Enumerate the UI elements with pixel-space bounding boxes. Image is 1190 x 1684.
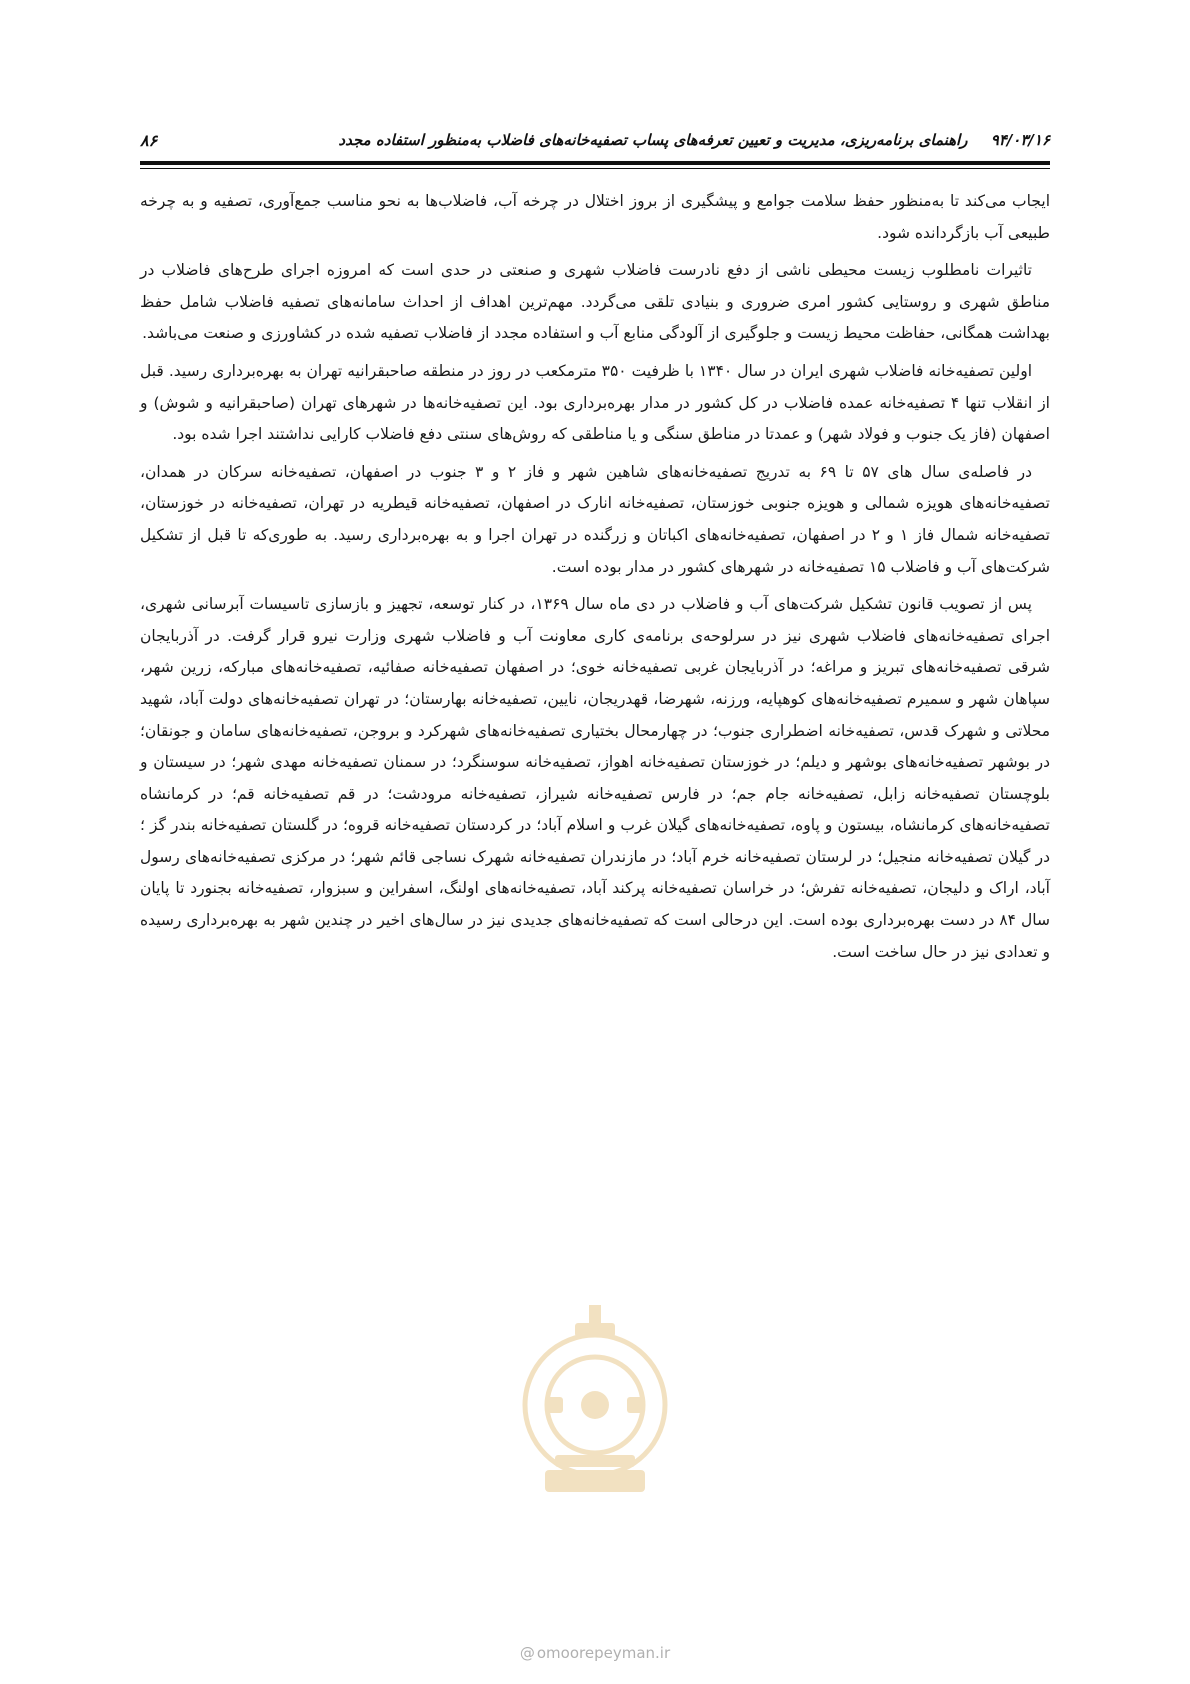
page-header [140,126,1050,154]
paragraph-4: در فاصله‌ی سال های ۵۷ تا ۶۹ به تدریج تصفیه‌خانه‌های شاهین شهر و فاز ۲ و ۳ جنوب در اصفهان، تصفیه‌خانه سرکان در همدان، تصفیه‌خانه‌های هویزه شمالی و هویزه جنوبی خوزستان، تصفیه‌خانه انارک در اصفهان، تصفیه‌خانه قیطریه در تهران، تصفیه‌خانه در خوزستان، تصفیه‌خانه شمال فاز ۱ و ۲ در اصفهان، تصفیه‌خانه‌های اکباتان و زرگنده در تهران اجرا و به بهره‌برداری رسید. به طوری‌که تا قبل از تشکیل شرکت‌های آب و فاضلاب ۱۵ تصفیه‌خانه در شهرهای کشور در مدار بوده است. [140,462,1050,576]
body-text [140,186,1050,974]
header-rule-thick [140,161,1050,165]
paragraph-5: پس از تصویب قانون تشکیل شرکت‌های آب و فاضلاب در دی ماه سال ۱۳۶۹، در کنار توسعه، تجهیز و بازسازی تاسیسات آبرسانی شهری، اجرای تصفیه‌خانه‌های فاضلاب شهری نیز در سرلوحه‌ی برنامه‌ی کاری معاونت آب و فاضلاب شهری وزارت نیرو قرار گرفت. در آذربایجان شرقی تصفیه‌خانه‌های تبریز و مراغه؛ در آذربایجان غربی تصفیه‌خانه خوی؛ در اصفهان تصفیه‌خانه صفائیه، تصفیه‌خانه‌های مبارکه، زرین شهر، سپاهان شهر و سمیرم تصفیه‌خانه‌های کوهپایه، ورزنه، شهرضا، قهدریجان، نایین، تصفیه‌خانه بهارستان؛ در تهران تصفیه‌خانه‌های دولت آباد، شهید محلاتی و شهرک قدس، تصفیه‌خانه اضطراری جنوب؛ در چهارمحال بختیاری تصفیه‌خانه‌های شهرکرد و بروجن، تصفیه‌خانه‌های سامان و جونقان؛ در بوشهر تصفیه‌خانه‌های بوشهر و دیلم؛ در خوزستان تصفیه‌خانه اهواز، تصفیه‌خانه سوسنگرد؛ در سمنان تصفیه‌خانه مهدی شهر؛ در سیستان و بلوچستان تصفیه‌خانه زابل، تصفیه‌خانه جام جم؛ در فارس تصفیه‌خانه شیراز، تصفیه‌خانه مرودشت؛ در قم تصفیه‌خانه قم؛ در کرمانشاه تصفیه‌خانه‌های کرمانشاه، بیستون و پاوه، تصفیه‌خانه‌های گیلان غرب و اسلام آباد؛ در کردستان تصفیه‌خانه قروه؛ در گلستان تصفیه‌خانه بندر گز ؛ در گیلان تصفیه‌خانه منجیل؛ در لرستان تصفیه‌خانه خرم آباد؛ در مازندران تصفیه‌خانه شهرک نساجی قائم شهر؛ در مرکزی تصفیه‌خانه‌های رسول آباد، اراک و دلیجان، تصفیه‌خانه تفرش؛ در خراسان تصفیه‌خانه پرکند آباد، تصفیه‌خانه‌های اولنگ، اسفراین و سبزوار، تصفیه‌خانه بجنورد تا پایان سال ۸۴ در دست بهره‌برداری بوده است. این درحالی است که تصفیه‌خانه‌های جدیدی نیز در سال‌های اخیر در چندین شهر به بهره‌برداری رسیده و تعدادی نیز در حال ساخت است. [140,595,1050,961]
paragraph-1: ایجاب می‌کند تا به‌منظور حفظ سلامت جوامع و پیشگیری از بروز اختلال در چرخه آب، فاضلاب‌ها به نحو مناسب جمع‌آوری، تصفیه و به چرخه طبیعی آب بازگردانده شود. [140,192,1050,242]
header-title: راهنمای برنامه‌ریزی، مدیریت و تعیین تعرفه‌های پساب تصفیه‌خانه‌های فاضلاب به‌منظور استفاده مجدد [338,131,968,149]
page-number: ۸۶ [140,130,158,150]
running-header [338,131,1050,149]
paragraph-3: اولین تصفیه‌خانه فاضلاب شهری ایران در سال ۱۳۴۰ با ظرفیت ۳۵۰ مترمکعب در روز در منطقه صاحبقرانیه تهران به بهره‌برداری رسید. قبل از انقلاب تنها ۴ تصفیه‌خانه عمده فاضلاب در کل کشور در مدار بهره‌برداری بود. این تصفیه‌خانه‌ها در شهرهای تهران (صاحبقرانیه و شوش) و اصفهان (فاز یک جنوب و فولاد شهر) و عمدتا در مناطق سنگی و یا مناطقی که روش‌های سنتی دفع فاضلاب کارایی نداشتند اجرا شده بود. [140,361,1050,444]
header-rule-thin [140,168,1050,169]
footer-watermark [0,1644,1190,1662]
footer-site: omoorepeyman.ir [536,1644,671,1662]
at-icon: @ [519,1644,535,1662]
header-date: ۹۴/۰۳/۱۶ [990,131,1050,149]
watermark-logo-icon [515,1305,675,1505]
paragraph-2: تاثیرات نامطلوب زیست محیطی ناشی از دفع نادرست فاضلاب شهری و صنعتی در حدی است که امروزه اجرای طرح‌های فاضلاب در مناطق شهری و روستایی کشور امری ضروری و بنیادی تلقی می‌گردد. مهم‌ترین اهداف از احداث سامانه‌های تصفیه فاضلاب شامل حفظ بهداشت همگانی، حفاظت محیط زیست و جلوگیری از آلودگی منابع آب و استفاده مجدد از فاضلاب تصفیه شده در کشاورزی و صنعت می‌باشد. [140,261,1050,343]
